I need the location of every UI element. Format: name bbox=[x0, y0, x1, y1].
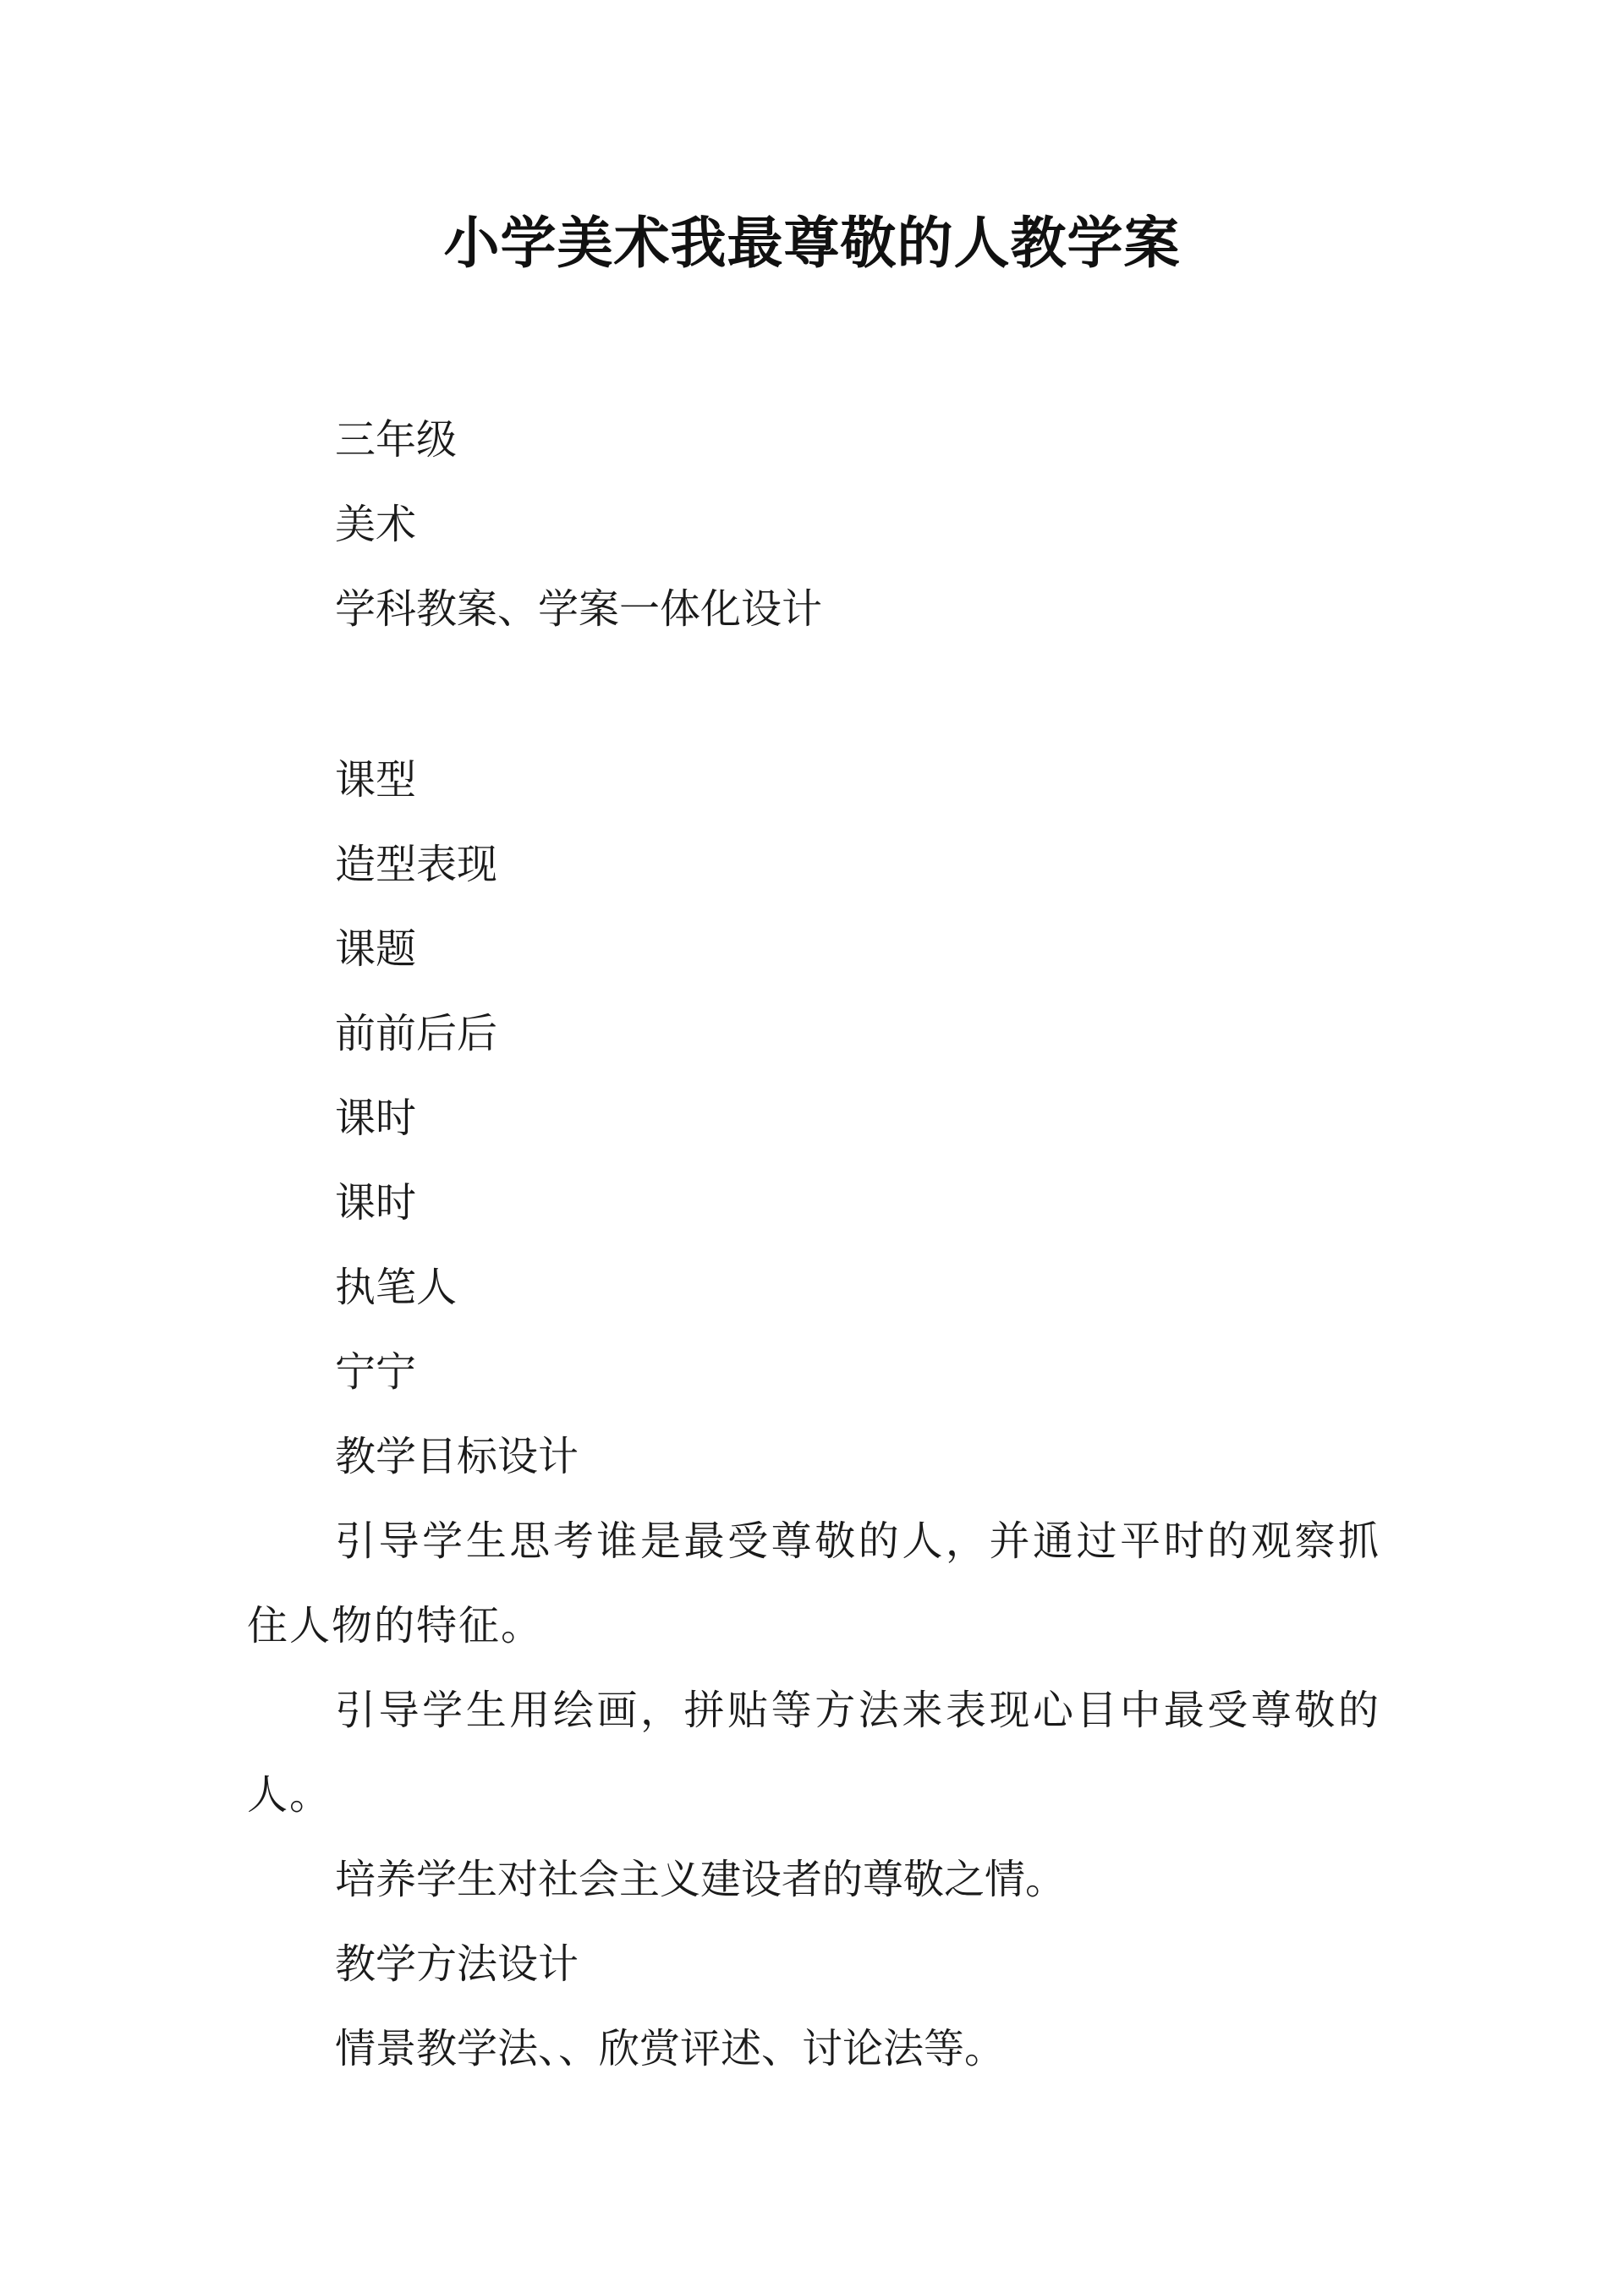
objective-paragraph-2: 引导学生用绘画，拼贴等方法来表现心目中最受尊敬的人。 bbox=[247, 1687, 1380, 1819]
topic-value: 前前后后 bbox=[335, 1010, 498, 1057]
author-label: 执笔人 bbox=[335, 1264, 458, 1311]
objective-paragraph-1: 引导学生思考谁是最受尊敬的人，并通过平时的观察抓住人物的特征。 bbox=[247, 1517, 1380, 1649]
period-label: 课时 bbox=[335, 1095, 417, 1142]
author-value: 宁宁 bbox=[335, 1348, 417, 1396]
design-line: 学科教案、学案一体化设计 bbox=[335, 585, 823, 633]
period-value: 课时 bbox=[335, 1179, 417, 1227]
methods-text: 情景教学法、、欣赏评述、讨论法等。 bbox=[335, 2025, 1006, 2072]
objective-line-3: 培养学生对社会主义建设者的尊敬之情。 bbox=[335, 1856, 1067, 1903]
lesson-type-label: 课型 bbox=[335, 756, 417, 804]
subject-line: 美术 bbox=[335, 501, 417, 548]
document-title: 小学美术我最尊敬的人教学案 bbox=[443, 211, 1181, 276]
topic-label: 课题 bbox=[335, 925, 417, 973]
lesson-type-value: 造型表现 bbox=[335, 841, 498, 888]
grade-line: 三年级 bbox=[335, 416, 458, 464]
objectives-heading: 教学目标设计 bbox=[335, 1433, 579, 1480]
methods-heading: 教学方法设计 bbox=[335, 1940, 579, 1988]
